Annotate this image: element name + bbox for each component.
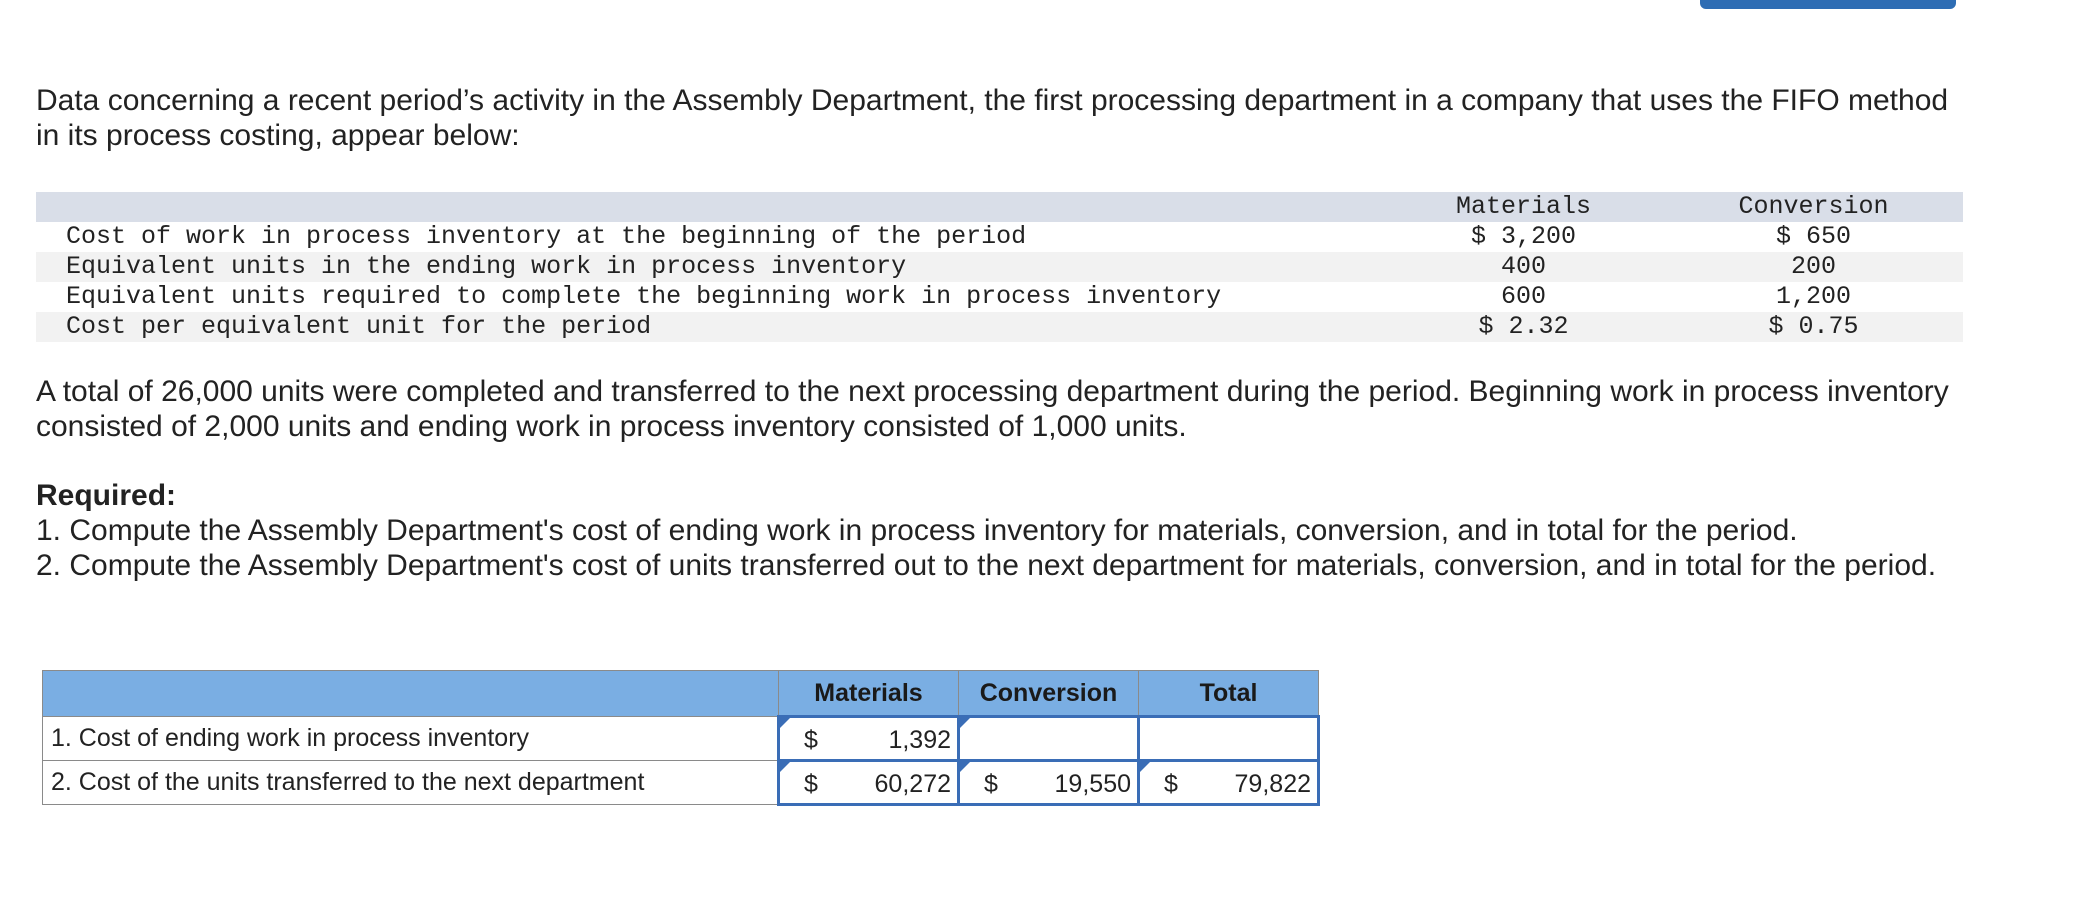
input-value: 79,822 (1234, 770, 1311, 798)
input-marker-icon (780, 762, 790, 772)
given-row (36, 282, 1963, 312)
given-row-label: Cost of work in process inventory at the beginning of the period (66, 222, 1027, 251)
given-data-table (36, 192, 1963, 342)
answer-header-conversion: Conversion (959, 671, 1139, 717)
input-marker-icon (1140, 762, 1150, 772)
intro-paragraph: Data concerning a recent period’s activity in the Assembly Department, the first processing department in a company that uses the FIFO method in its process costing, appear below: (36, 84, 1949, 152)
dollar-sign: $ (1164, 770, 1178, 798)
answer-header-materials: Materials (779, 671, 959, 717)
answer-header-row (43, 671, 1319, 717)
required-section (36, 478, 1956, 583)
answer-row (43, 761, 1319, 805)
input-marker-icon (960, 718, 970, 728)
input-value: 19,550 (1054, 770, 1131, 798)
given-row-materials: 400 (1500, 252, 1546, 281)
answer-header-blank (43, 671, 779, 717)
dollar-sign: $ (804, 770, 818, 798)
required-item: 2. Compute the Assembly Department's cost of units transferred out to the next department for materials, conversion, and in total for the period. (36, 549, 1937, 582)
given-row-label: Equivalent units required to complete the beginning work in process inventory (66, 282, 1222, 311)
given-header-materials: Materials (1455, 192, 1592, 221)
given-row-conversion: $ 650 (1775, 222, 1851, 251)
transferred-materials-input[interactable] (779, 761, 959, 805)
answer-header-total: Total (1139, 671, 1319, 717)
dollar-sign: $ (804, 726, 818, 754)
transferred-total-input[interactable] (1139, 761, 1319, 805)
answer-table (42, 670, 1320, 806)
given-row-materials: 600 (1500, 282, 1546, 311)
dollar-sign: $ (984, 770, 998, 798)
answer-row (43, 717, 1319, 761)
input-value: 60,272 (874, 770, 951, 798)
given-row-materials: $ 3,200 (1470, 222, 1577, 251)
ending-wip-conversion-input[interactable] (959, 717, 1139, 761)
given-row (36, 312, 1963, 342)
given-row-conversion: 200 (1790, 252, 1836, 281)
answer-row-label: 2. Cost of the units transferred to the next department (43, 761, 779, 805)
given-row-conversion: 1,200 (1775, 282, 1851, 311)
input-marker-icon (780, 718, 790, 728)
given-row-conversion: $ 0.75 (1768, 312, 1859, 341)
given-row (36, 252, 1963, 282)
given-row-label: Equivalent units in the ending work in process inventory (66, 252, 907, 281)
input-value: 1,392 (888, 726, 951, 754)
required-title: Required: (36, 479, 177, 512)
input-marker-icon (960, 762, 970, 772)
submit-button[interactable] (1700, 0, 1956, 9)
ending-wip-materials-input[interactable] (779, 717, 959, 761)
units-paragraph: A total of 26,000 units were completed and transferred to the next processing department during the period. Beginning work in process inventory consisted of 2,000 units and ending work in process inventory consisted of 1,000 units. (36, 375, 1949, 443)
given-row (36, 222, 1963, 252)
answer-row-label: 1. Cost of ending work in process inventory (43, 717, 779, 761)
given-row-materials: $ 2.32 (1478, 312, 1569, 341)
transferred-conversion-input[interactable] (959, 761, 1139, 805)
ending-wip-total-input[interactable] (1139, 717, 1319, 761)
given-row-label: Cost per equivalent unit for the period (66, 312, 652, 341)
required-item: 1. Compute the Assembly Department's cost of ending work in process inventory for materials, conversion, and in total for the period. (36, 514, 1798, 547)
given-header-conversion: Conversion (1738, 192, 1889, 221)
given-header-row (36, 192, 1963, 222)
